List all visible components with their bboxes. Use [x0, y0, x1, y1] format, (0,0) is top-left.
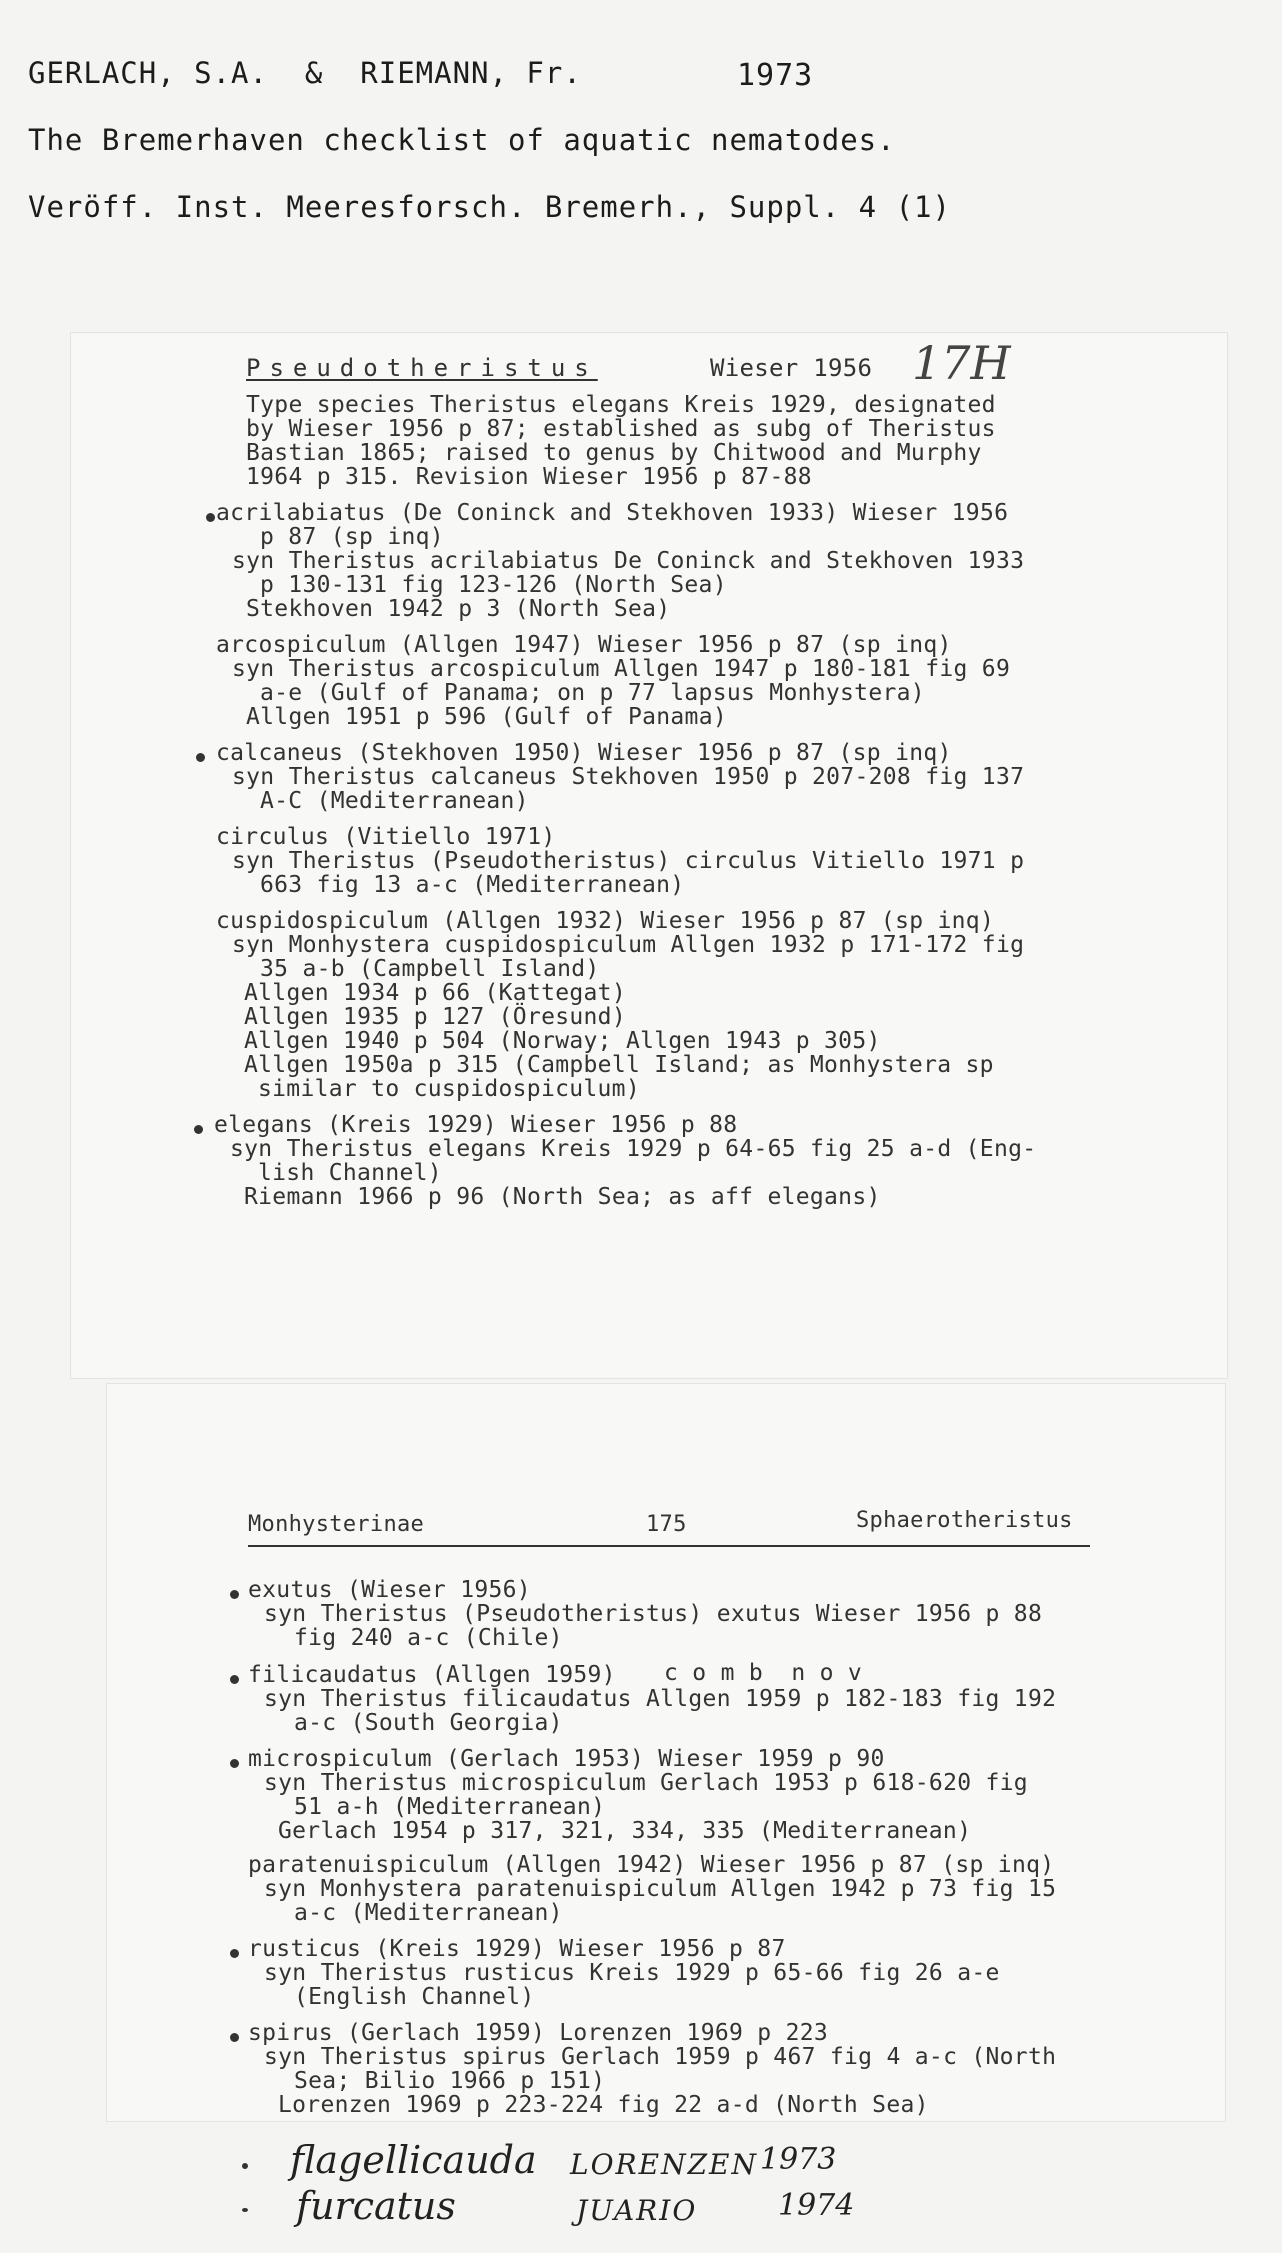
synonym-line: syn Theristus filicaudatus Allgen 1959 p 182-183 fig 192 — [264, 1686, 1057, 1712]
synonym-line: syn Theristus (Pseudotheristus) exutus Wieser 1956 p 88 — [264, 1601, 1043, 1627]
card-header-genus: Sphaerotheristus — [856, 1508, 1073, 1533]
species-entry-filicaudatus: filicaudatus (Allgen 1959) — [248, 1662, 616, 1688]
bullet-mark — [230, 2033, 239, 2042]
handwritten-card-number: 17H — [912, 336, 1011, 390]
species-entry-arcospiculum: arcospiculum (Allgen 1947) Wieser 1956 p 87 (sp inq) — [216, 632, 952, 658]
reference-line: Allgen 1934 p 66 (Kattegat) — [244, 980, 626, 1006]
card-header-page: 175 — [646, 1512, 687, 1537]
bullet-mark — [230, 1949, 239, 1958]
synonym-line: 663 fig 13 a-c (Mediterranean) — [260, 872, 685, 898]
citation-source: Veröff. Inst. Meeresforsch. Bremerh., Suppl. 4 (1) — [28, 190, 951, 224]
bullet-mark — [242, 2208, 248, 2212]
reference-line: Stekhoven 1942 p 3 (North Sea) — [246, 596, 671, 622]
bullet-mark — [242, 2163, 248, 2169]
handwritten-author: JUARIO — [576, 2194, 698, 2227]
reference-line: Allgen 1935 p 127 (Öresund) — [244, 1004, 626, 1030]
reference-line: Allgen 1940 p 504 (Norway; Allgen 1943 p 305) — [244, 1028, 881, 1054]
species-entry-elegans: elegans (Kreis 1929) Wieser 1956 p 88 — [214, 1112, 738, 1138]
handwritten-species-name: furcatus — [296, 2184, 456, 2228]
genus-description-line: by Wieser 1956 p 87; established as subg of Theristus — [246, 416, 996, 442]
bullet-mark — [230, 1759, 239, 1768]
species-entry-exutus: exutus (Wieser 1956) — [248, 1577, 531, 1603]
synonym-line: 51 a-h (Mediterranean) — [294, 1794, 606, 1820]
species-entry-circulus: circulus (Vitiello 1971) — [216, 824, 556, 850]
synonym-line: lish Channel) — [258, 1160, 442, 1186]
synonym-line: syn Theristus (Pseudotheristus) circulus Vitiello 1971 p — [232, 848, 1025, 874]
card-header-subfamily: Monhysterinae — [248, 1512, 425, 1537]
species-entry-acrilabiatus: acrilabiatus (De Coninck and Stekhoven 1933) Wieser 1956 — [216, 500, 1009, 526]
synonym-line: p 130-131 fig 123-126 (North Sea) — [260, 572, 727, 598]
synonym-line: (English Channel) — [294, 1984, 535, 2010]
synonym-line: syn Monhystera cuspidospiculum Allgen 1932 p 171-172 fig — [232, 932, 1025, 958]
reference-line: Lorenzen 1969 p 223-224 fig 22 a-d (North Sea) — [278, 2092, 929, 2118]
handwritten-year: 1973 — [760, 2142, 837, 2177]
reference-line: similar to cuspidospiculum) — [258, 1076, 640, 1102]
species-entry-microspiculum: microspiculum (Gerlach 1953) Wieser 1959 p 90 — [248, 1746, 885, 1772]
comb-nov-note: c o m b n o v — [664, 1660, 863, 1686]
species-entry-paratenuispiculum: paratenuispiculum (Allgen 1942) Wieser 1956 p 87 (sp inq) — [248, 1852, 1055, 1878]
synonym-line: syn Theristus calcaneus Stekhoven 1950 p 207-208 fig 137 — [232, 764, 1025, 790]
handwritten-species-name: flagellicauda — [290, 2138, 537, 2182]
reference-line: Allgen 1950a p 315 (Campbell Island; as Monhystera sp — [244, 1052, 994, 1078]
synonym-line: a-c (Mediterranean) — [294, 1900, 563, 1926]
synonym-line: a-c (South Georgia) — [294, 1710, 563, 1736]
bullet-mark — [194, 1125, 203, 1134]
synonym-line: syn Theristus spirus Gerlach 1959 p 467 fig 4 a-c (North — [264, 2044, 1057, 2070]
reference-line: Allgen 1951 p 596 (Gulf of Panama) — [246, 704, 728, 730]
citation-year: 1973 — [737, 58, 814, 93]
synonym-line: fig 240 a-c (Chile) — [294, 1625, 563, 1651]
synonym-line: syn Theristus acrilabiatus De Coninck and Stekhoven 1933 — [232, 548, 1025, 574]
synonym-line: syn Theristus arcospiculum Allgen 1947 p 180-181 fig 69 — [232, 656, 1011, 682]
synonym-line: 35 a-b (Campbell Island) — [260, 956, 600, 982]
handwritten-year: 1974 — [778, 2188, 855, 2223]
genus-name: Pseudotheristus — [246, 354, 598, 382]
synonym-line: Sea; Bilio 1966 p 151) — [294, 2068, 606, 2094]
species-entry-cuspidospiculum: cuspidospiculum (Allgen 1932) Wieser 1956 p 87 (sp inq) — [216, 908, 995, 934]
synonym-line: syn Theristus rusticus Kreis 1929 p 65-66 fig 26 a-e — [264, 1960, 1000, 1986]
species-entry-line: p 87 (sp inq) — [260, 524, 444, 550]
reference-line: Riemann 1966 p 96 (North Sea; as aff elegans) — [244, 1184, 881, 1210]
citation-title: The Bremerhaven checklist of aquatic nematodes. — [28, 123, 896, 157]
genus-description-line: Bastian 1865; raised to genus by Chitwood and Murphy — [246, 440, 982, 466]
synonym-line: syn Theristus elegans Kreis 1929 p 64-65 fig 25 a-d (Eng- — [230, 1136, 1037, 1162]
synonym-line: syn Monhystera paratenuispiculum Allgen 1942 p 73 fig 15 — [264, 1876, 1057, 1902]
header-rule — [248, 1545, 1090, 1547]
reference-line: Gerlach 1954 p 317, 321, 334, 335 (Mediterranean) — [278, 1818, 972, 1844]
synonym-line: syn Theristus microspiculum Gerlach 1953 p 618-620 fig — [264, 1770, 1028, 1796]
species-entry-spirus: spirus (Gerlach 1959) Lorenzen 1969 p 223 — [248, 2020, 829, 2046]
synonym-line: a-e (Gulf of Panama; on p 77 lapsus Monhystera) — [260, 680, 925, 706]
bullet-mark — [196, 753, 205, 762]
genus-description-line: 1964 p 315. Revision Wieser 1956 p 87-88 — [246, 464, 812, 490]
synonym-line: A-C (Mediterranean) — [260, 788, 529, 814]
species-entry-calcaneus: calcaneus (Stekhoven 1950) Wieser 1956 p 87 (sp inq) — [216, 740, 952, 766]
bullet-mark — [230, 1590, 239, 1599]
bullet-mark — [230, 1675, 239, 1684]
bullet-mark — [206, 513, 215, 522]
handwritten-author: LORENZEN — [570, 2148, 758, 2181]
species-entry-rusticus: rusticus (Kreis 1929) Wieser 1956 p 87 — [248, 1936, 786, 1962]
genus-author: Wieser 1956 — [710, 354, 873, 382]
genus-description-line: Type species Theristus elegans Kreis 1929, designated — [246, 392, 996, 418]
citation-authors: GERLACH, S.A. & RIEMANN, Fr. — [28, 56, 582, 90]
